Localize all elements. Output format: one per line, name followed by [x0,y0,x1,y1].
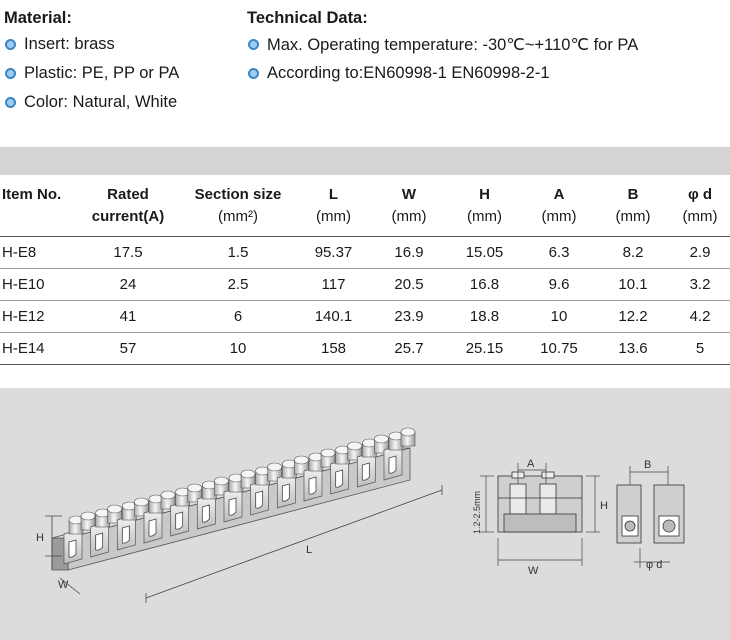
cell: 25.7 [371,333,447,365]
cell: 5 [670,333,730,365]
spec-table [0,180,730,365]
col-header-item-no: Item No. [0,180,76,237]
bullet-icon [5,39,16,50]
cell: 2.9 [670,237,730,269]
table-row [0,269,730,301]
cell: 9.6 [522,269,596,301]
cell: 25.15 [447,333,522,365]
cell: 3.2 [670,269,730,301]
iso-h-label: H [36,532,44,544]
cell: 6.3 [522,237,596,269]
material-section [4,6,179,117]
col-header-w: W (mm) [371,180,447,237]
bullet-icon [248,39,259,50]
technical-drawing-panel [0,388,730,640]
technical-item: According to:EN60998-1 EN60998-2-1 [247,59,638,88]
col-header-b: B (mm) [596,180,670,237]
iso-l-label: L [306,544,313,556]
cell: 12.2 [596,301,670,333]
cell: 10 [522,301,596,333]
cell: 117 [296,269,371,301]
cell: 20.5 [371,269,447,301]
material-item: Color: Natural, White [4,88,179,117]
col-header-a: A (mm) [522,180,596,237]
cell: 13.6 [596,333,670,365]
cell: 95.37 [296,237,371,269]
cell: 10 [180,333,296,365]
col-header-l: L (mm) [296,180,371,237]
cell: 16.9 [371,237,447,269]
cell: 16.8 [447,269,522,301]
cell: 18.8 [447,301,522,333]
cell-item-no: H-E14 [0,333,76,365]
cell: 15.05 [447,237,522,269]
cell: 4.2 [670,301,730,333]
material-item: Plastic: PE, PP or PA [4,59,179,88]
table-row [0,237,730,269]
terminal-block-drawing [0,388,730,640]
cell: 57 [76,333,180,365]
technical-item: Max. Operating temperature: -30℃~+110℃ for PA [247,30,638,59]
cell: 24 [76,269,180,301]
cell: 10.75 [522,333,596,365]
col-header-section-size: Section size (mm²) [180,180,296,237]
cell: 2.5 [180,269,296,301]
terminal-strip-isometric [52,428,415,570]
section-divider-band [0,147,730,175]
front-h-label: H [600,500,608,512]
table-header-row [0,180,730,237]
bullet-icon [248,68,259,79]
material-item: Insert: brass [4,30,179,59]
front-range-label: 1.2-2.5mm [472,490,482,534]
side-view [617,485,684,543]
material-title: Material: [4,9,72,27]
col-header-rated-current: Rated current(A) [76,180,180,237]
cell: 23.9 [371,301,447,333]
cell-item-no: H-E12 [0,301,76,333]
bullet-icon [5,68,16,79]
cell: 41 [76,301,180,333]
col-header-h: H (mm) [447,180,522,237]
cell: 1.5 [180,237,296,269]
col-header-diameter: φ d (mm) [670,180,730,237]
front-view [498,472,582,532]
technical-title: Technical Data: [247,9,368,27]
cell-item-no: H-E8 [0,237,76,269]
cell-item-no: H-E10 [0,269,76,301]
table-row [0,333,730,365]
cell: 140.1 [296,301,371,333]
front-w-label: W [528,565,539,577]
bullet-icon [5,97,16,108]
technical-section [247,6,638,88]
iso-w-label: W [58,579,69,591]
cell: 8.2 [596,237,670,269]
table-row [0,301,730,333]
cell: 10.1 [596,269,670,301]
cell: 6 [180,301,296,333]
cell: 158 [296,333,371,365]
front-a-label: A [527,458,535,470]
side-d-label: φ d [646,559,663,571]
side-b-label: B [644,459,652,471]
cell: 17.5 [76,237,180,269]
